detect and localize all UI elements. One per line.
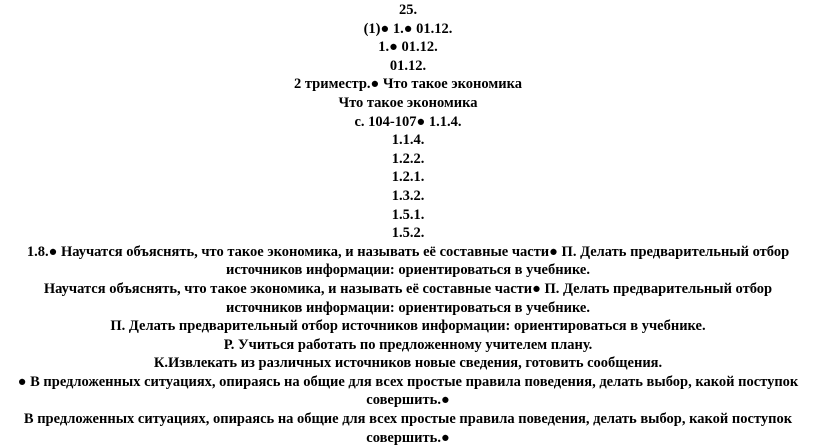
text-paragraph-outcome: 1.8.● Научатся объяснять, что такое экономика, и называть её составные части● П. Делать предварительный отбор источников информации: ориентироваться в учебнике. (26, 243, 790, 279)
text-line-pages: с. 104-107● 1.1.4. (354, 113, 462, 130)
text-paragraph-personal: ● В предложенных ситуациях, опираясь на общие для всех простые правила поведения, делать выбор, какой поступок совершить.● (17, 373, 799, 409)
text-line-code: 1.1.4. (391, 132, 425, 149)
text-line-code: 1.2.1. (391, 169, 425, 186)
text-line-code: 1.5.1. (391, 206, 425, 223)
text-paragraph-cognitive: П. Делать предварительный отбор источников информации: ориентироваться в учебнике. (110, 318, 706, 335)
text-line-date: 01.12. (389, 57, 427, 74)
text-line-code: 1.2.2. (391, 150, 425, 167)
text-line-code: 1.3.2. (391, 187, 425, 204)
text-paragraph-regulatory: Р. Учиться работать по предложенному учителем плану. (223, 336, 593, 353)
text-line-topic: 2 триместр.● Что такое экономика (294, 76, 522, 93)
text-paragraph-communicative: К.Извлекать из различных источников новые сведения, готовить сообщения. (153, 355, 663, 372)
text-line-number: 25. (398, 2, 418, 18)
text-line-topic: Что такое экономика (338, 94, 478, 111)
text-line-ref: (1)● 1.● 01.12. (363, 20, 453, 37)
text-line-code: 1.5.2. (391, 225, 425, 242)
text-line-ref: 1.● 01.12. (378, 39, 438, 56)
text-paragraph-personal: В предложенных ситуациях, опираясь на общие для всех простые правила поведения, делать выбор, какой поступок совершить.● (23, 411, 793, 446)
text-paragraph-outcome: Научатся объяснять, что такое экономика, и называть её составные части● П. Делать предварительный отбор источников информации: ориентироваться в учебнике. (43, 280, 773, 316)
